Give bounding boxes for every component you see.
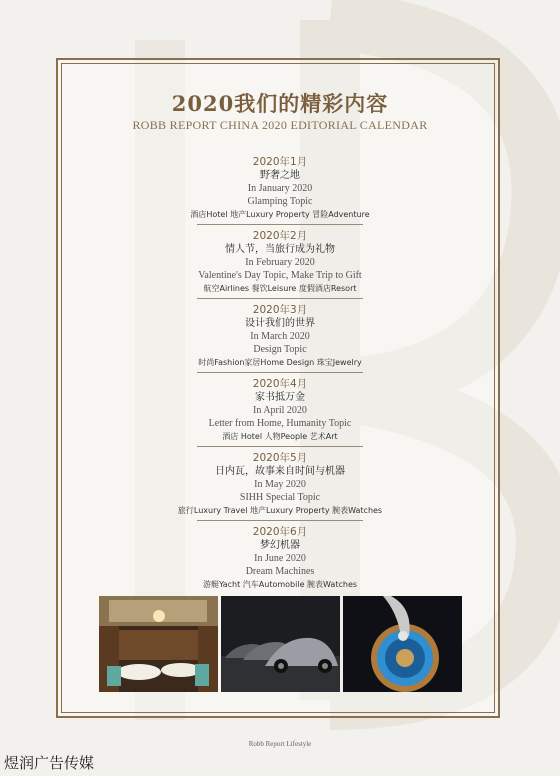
section-topic-cn: 日内瓦，故事来自时间与机器 [215,466,345,477]
section-month: 2020年3月 [252,304,308,316]
section-date-en: In January 2020 [247,183,313,194]
section-topic-en: SIHH Special Topic [239,492,321,503]
section-tags: 酒店 Hotel 人物People 艺术Art [222,432,338,441]
calendar-section-april [0,378,560,447]
section-tags: 酒店Hotel 地产Luxury Property 冒险Adventure [190,210,370,219]
section-date-en: In May 2020 [254,479,306,490]
section-date-en: In March 2020 [250,331,310,342]
section-date-en: In February 2020 [245,257,315,268]
section-divider [197,224,363,225]
photo-strip [99,596,462,692]
section-topic-cn: 家书抵万金 [255,392,305,403]
section-month: 2020年6月 [252,526,308,538]
section-topic-en: Letter from Home, Humanity Topic [208,418,352,429]
section-divider [197,298,363,299]
calendar-section-february [0,230,560,299]
page-title: 2020我们的精彩内容 [171,91,389,116]
editorial-calendar [0,156,560,591]
section-topic-en: Dream Machines [245,566,315,577]
section-month: 2020年5月 [252,452,308,464]
section-topic-cn: 梦幻机器 [260,540,300,551]
section-topic-cn: 情人节，当旅行成为礼物 [225,244,335,255]
section-month: 2020年2月 [252,230,308,242]
section-tags: 航空Airlines 餐饮Leisure 度假酒店Resort [203,284,357,293]
section-divider [197,372,363,373]
calendar-section-march [0,304,560,373]
watch-photo [343,596,462,692]
section-divider [197,446,363,447]
section-tags: 时尚Fashion家居Home Design 珠宝Jewelry [198,358,362,367]
section-divider [197,520,363,521]
brand-caption: 煜润广告传媒 [4,754,95,772]
calendar-section-june [0,526,560,591]
section-topic-en: Design Topic [253,344,307,355]
page-subtitle: ROBB REPORT CHINA 2020 EDITORIAL CALENDAR [132,118,428,132]
section-date-en: In June 2020 [254,553,306,564]
section-month: 2020年4月 [252,378,308,390]
section-tags: 游艇Yacht 汽车Automobile 腕表Watches [202,580,358,589]
cars-photo [221,596,340,692]
section-topic-cn: 设计我们的世界 [245,318,315,329]
calendar-section-may [0,452,560,521]
calendar-section-january [0,156,560,225]
section-topic-en: Glamping Topic [247,196,313,207]
section-topic-en: Valentine's Day Topic, Make Trip to Gift [198,270,362,281]
section-topic-cn: 野奢之地 [260,170,300,181]
section-date-en: In April 2020 [253,405,307,416]
section-month: 2020年1月 [252,156,308,168]
restaurant-photo [99,596,218,692]
footer-text: Robb Report Lifestyle [248,740,312,748]
section-tags: 旅行Luxury Travel 地产Luxury Property 腕表Watches [177,506,383,515]
